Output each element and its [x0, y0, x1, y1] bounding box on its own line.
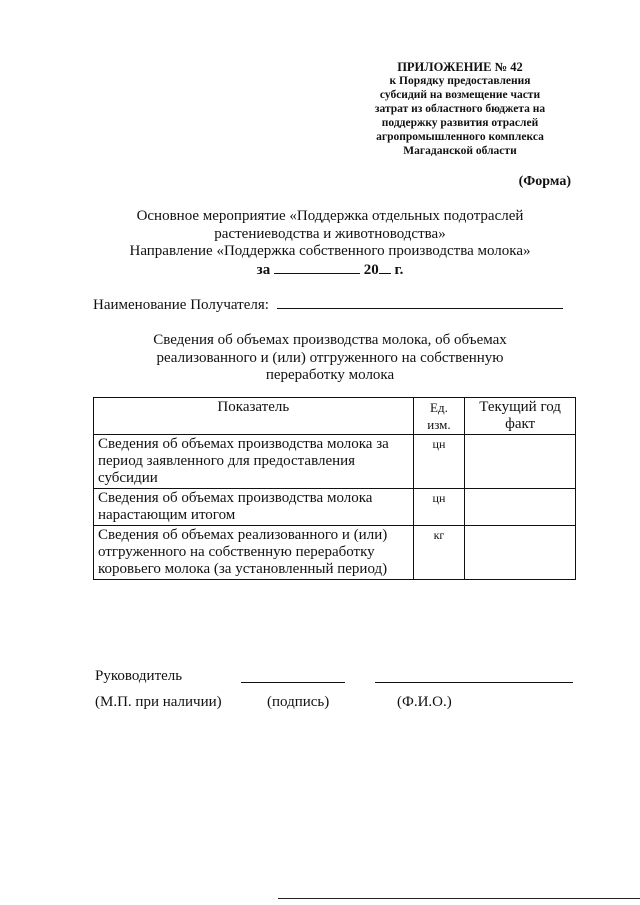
- period-prefix: за: [256, 261, 271, 278]
- stamp-label: (М.П. при наличии): [95, 694, 222, 710]
- heading-line-3: Направление «Поддержка собственного производства молока»: [129, 243, 531, 259]
- header-indicator: Показатель: [94, 398, 414, 435]
- appendix-line: агропромышленного комплекса: [376, 131, 544, 143]
- period-blank-field[interactable]: [274, 261, 360, 274]
- signature-line[interactable]: [241, 682, 345, 683]
- scan-edge-line: [278, 898, 640, 899]
- name-line[interactable]: [375, 682, 573, 683]
- appendix-line: к Порядку предоставления: [389, 75, 531, 87]
- header-unit: Ед. изм.: [413, 398, 465, 435]
- appendix-block: [340, 60, 580, 158]
- table-row: [94, 435, 576, 489]
- period-year: 20: [363, 261, 379, 278]
- row-indicator: Сведения об объемах реализованного и (или) отгруженного на собственную переработку коровьего молока (за установленный период): [94, 526, 414, 580]
- document-heading: [90, 208, 570, 279]
- year-blank-field[interactable]: [379, 261, 391, 274]
- row-indicator: Сведения об объемах производства молока за период заявленного для предоставления субсидии: [94, 435, 414, 489]
- period-line: [90, 261, 570, 280]
- appendix-line: субсидий на возмещение части: [379, 89, 541, 101]
- heading-line-1: Основное мероприятие «Поддержка отдельных подотраслей: [136, 208, 524, 224]
- info-title-line-2: реализованного и (или) отгруженного на собственную: [156, 349, 504, 366]
- header-fact: Текущий год факт: [465, 398, 576, 435]
- form-label: (Форма): [518, 174, 571, 189]
- row-fact-cell[interactable]: [465, 489, 576, 526]
- appendix-line: затрат из областного бюджета на: [374, 103, 546, 115]
- signature-block: [95, 668, 585, 728]
- row-fact-cell[interactable]: [465, 526, 576, 580]
- row-unit: цн: [413, 435, 465, 489]
- appendix-title: ПРИЛОЖЕНИЕ № 42: [397, 60, 523, 74]
- period-suffix: г.: [394, 261, 404, 278]
- signature-caption: (подпись): [267, 694, 330, 710]
- row-unit: кг: [413, 526, 465, 580]
- name-caption: (Ф.И.О.): [397, 694, 452, 710]
- info-title: [120, 332, 540, 385]
- data-table: [93, 397, 576, 580]
- recipient-label: Наименование Получателя:: [93, 297, 269, 313]
- table-row: [94, 526, 576, 580]
- appendix-line: Магаданской области: [403, 145, 517, 157]
- table-header-row: [94, 398, 576, 435]
- info-title-line-3: переработку молока: [265, 367, 395, 383]
- appendix-line: поддержку развития отраслей: [381, 117, 539, 129]
- table-row: [94, 489, 576, 526]
- row-fact-cell[interactable]: [465, 435, 576, 489]
- recipient-blank-field[interactable]: [277, 296, 563, 309]
- row-indicator: Сведения об объемах производства молока нарастающим итогом: [94, 489, 414, 526]
- leader-label: Руководитель: [95, 668, 183, 684]
- recipient-row: [93, 296, 563, 314]
- row-unit: цн: [413, 489, 465, 526]
- heading-line-2: растениеводства и животноводства»: [214, 225, 446, 242]
- info-title-line-1: Сведения об объемах производства молока, об объемах: [153, 332, 507, 348]
